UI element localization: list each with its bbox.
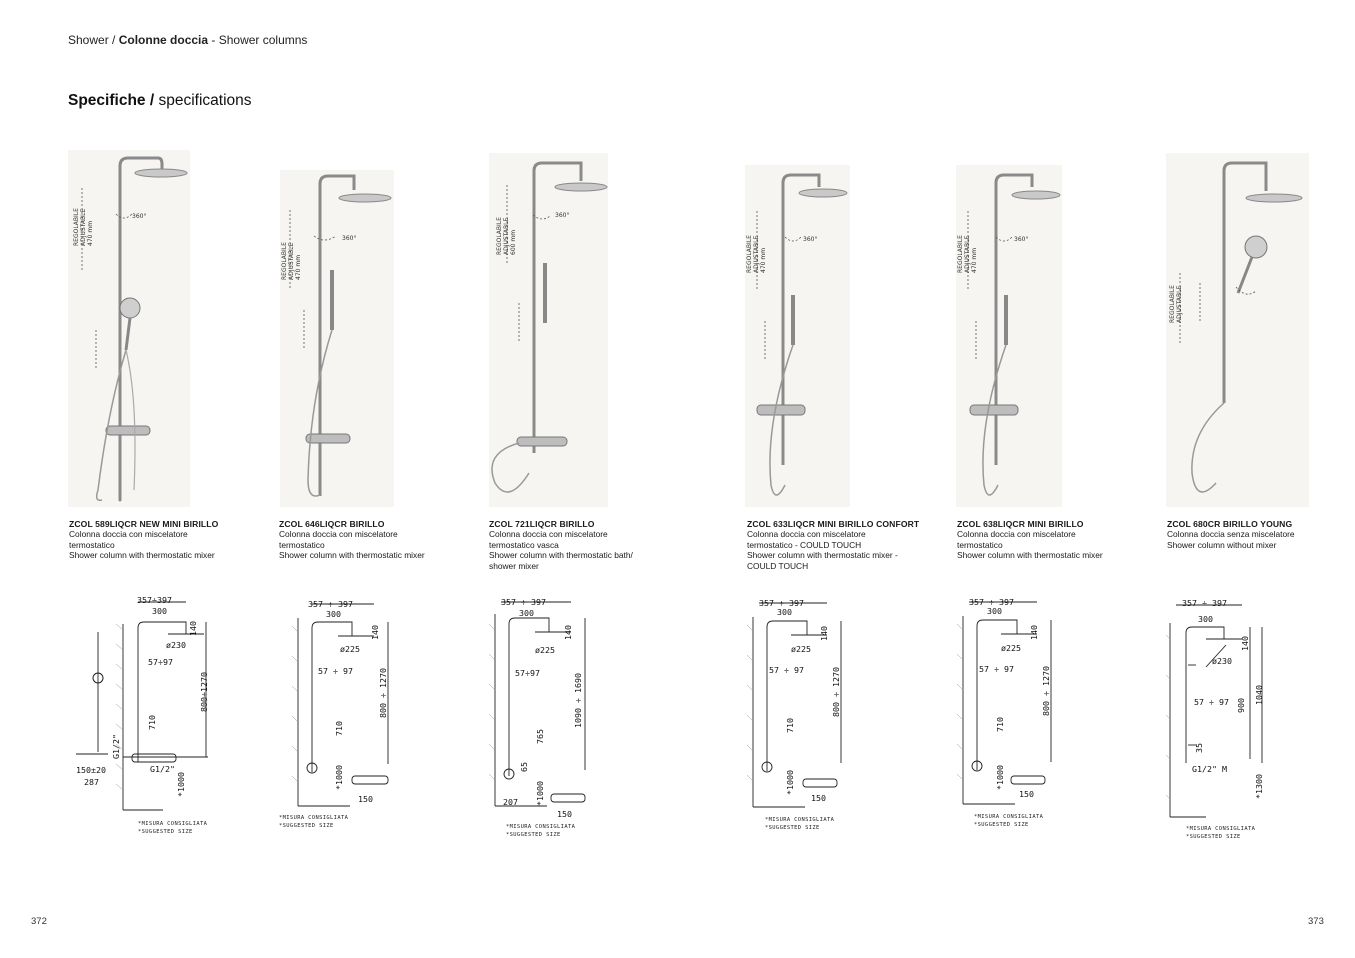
svg-text:57 ÷ 97: 57 ÷ 97 bbox=[1194, 697, 1229, 707]
product-code: ZCOL 680CR BIRILLO YOUNG bbox=[1167, 519, 1293, 529]
svg-text:710: 710 bbox=[147, 715, 157, 730]
technical-drawing bbox=[1166, 595, 1296, 830]
product-info: ZCOL 721LIQCR BIRILLO Colonna doccia con miscelatore termostatico vasca Shower column with thermostatic bath/ shower mixer bbox=[489, 519, 679, 571]
svg-text:140: 140 bbox=[1240, 636, 1250, 651]
product-code: ZCOL 721LIQCR BIRILLO bbox=[489, 519, 595, 529]
svg-text:ø225: ø225 bbox=[791, 644, 811, 654]
product-photo bbox=[68, 150, 190, 507]
svg-text:360°: 360° bbox=[342, 235, 357, 242]
svg-text:1040: 1040 bbox=[1254, 685, 1264, 705]
svg-text:470 mm: 470 mm bbox=[87, 220, 94, 246]
svg-text:ø225: ø225 bbox=[1001, 643, 1021, 653]
svg-text:470 mm: 470 mm bbox=[971, 247, 978, 273]
svg-text:1090 ÷ 1690: 1090 ÷ 1690 bbox=[573, 673, 583, 728]
product-info: ZCOL 646LIQCR BIRILLO Colonna doccia con miscelatore termostatico Shower column with thermostatic mixer bbox=[279, 519, 469, 561]
svg-text:ADJUSTABLE: ADJUSTABLE bbox=[753, 235, 760, 273]
svg-text:360°: 360° bbox=[803, 236, 818, 243]
product-info: ZCOL 589LIQCR NEW MINI BIRILLO Colonna doccia con miscelatore termostatico Shower column with thermostatic mixer bbox=[69, 519, 259, 561]
svg-text:REGOLABILE: REGOLABILE bbox=[957, 235, 964, 273]
rotation-label: 360° bbox=[132, 213, 147, 220]
svg-text:140: 140 bbox=[370, 625, 380, 640]
svg-text:ADJUSTABLE: ADJUSTABLE bbox=[1176, 285, 1183, 323]
svg-text:G1/2": G1/2" bbox=[111, 734, 121, 759]
technical-drawing bbox=[487, 594, 617, 829]
adjustable-label: REGOLABILE bbox=[73, 208, 80, 246]
suggested-size-note: *MISURA CONSIGLIATA *SUGGESTED SIZE bbox=[506, 824, 576, 838]
svg-text:470 mm: 470 mm bbox=[295, 254, 302, 280]
svg-text:ø225: ø225 bbox=[535, 645, 555, 655]
svg-text:*1000: *1000 bbox=[995, 765, 1005, 790]
product-photo bbox=[1166, 153, 1309, 507]
product-code: ZCOL 638LIQCR MINI BIRILLO bbox=[957, 519, 1084, 529]
svg-text:35: 35 bbox=[1194, 743, 1204, 753]
svg-text:57 ÷ 97: 57 ÷ 97 bbox=[769, 665, 804, 675]
svg-text:765: 765 bbox=[535, 729, 545, 744]
svg-text:357 ÷ 397: 357 ÷ 397 bbox=[308, 599, 353, 609]
page-number-left: 372 bbox=[31, 916, 47, 927]
product-code: ZCOL 646LIQCR BIRILLO bbox=[279, 519, 385, 529]
svg-text:357 ÷ 397: 357 ÷ 397 bbox=[501, 597, 546, 607]
svg-text:357 ÷ 397: 357 ÷ 397 bbox=[969, 597, 1014, 607]
suggested-size-note: *MISURA CONSIGLIATA *SUGGESTED SIZE bbox=[974, 814, 1044, 828]
svg-text:800 ÷ 1270: 800 ÷ 1270 bbox=[378, 668, 388, 718]
breadcrumb: Shower / Colonne doccia - Shower columns bbox=[68, 33, 308, 47]
svg-text:140: 140 bbox=[188, 621, 198, 636]
svg-text:150: 150 bbox=[358, 794, 373, 804]
svg-text:470 mm: 470 mm bbox=[760, 247, 767, 273]
svg-text:140: 140 bbox=[563, 625, 573, 640]
svg-text:800 ÷ 1270: 800 ÷ 1270 bbox=[1041, 666, 1051, 716]
svg-text:357÷397: 357÷397 bbox=[137, 595, 172, 605]
technical-drawing bbox=[290, 596, 420, 821]
product-photo bbox=[280, 170, 394, 507]
svg-text:800÷1270: 800÷1270 bbox=[199, 672, 209, 712]
svg-text:150: 150 bbox=[811, 793, 826, 803]
svg-text:*1000: *1000 bbox=[334, 765, 344, 790]
svg-text:300: 300 bbox=[326, 609, 341, 619]
suggested-size-note: *MISURA CONSIGLIATA *SUGGESTED SIZE bbox=[279, 815, 349, 829]
svg-text:REGOLABILE: REGOLABILE bbox=[1169, 285, 1176, 323]
svg-text:ø230: ø230 bbox=[166, 640, 186, 650]
product-photo bbox=[745, 165, 850, 507]
svg-text:800 ÷ 1270: 800 ÷ 1270 bbox=[831, 667, 841, 717]
svg-text:57 ÷ 97: 57 ÷ 97 bbox=[979, 664, 1014, 674]
technical-drawing bbox=[745, 595, 875, 820]
svg-text:ø230: ø230 bbox=[1212, 656, 1232, 666]
svg-text:207: 207 bbox=[503, 797, 518, 807]
svg-text:ADJUSTABLE: ADJUSTABLE bbox=[503, 217, 510, 255]
svg-text:*1000: *1000 bbox=[176, 772, 186, 797]
svg-text:300: 300 bbox=[1198, 614, 1213, 624]
svg-text:140: 140 bbox=[1029, 625, 1039, 640]
svg-text:REGOLABILE: REGOLABILE bbox=[746, 235, 753, 273]
svg-text:900: 900 bbox=[1236, 698, 1246, 713]
svg-text:REGOLABILE: REGOLABILE bbox=[496, 217, 503, 255]
breadcrumb-current: Colonne doccia bbox=[118, 33, 209, 47]
svg-text:300: 300 bbox=[519, 608, 534, 618]
svg-text:360°: 360° bbox=[555, 212, 570, 219]
svg-text:ø225: ø225 bbox=[340, 644, 360, 654]
product-code: ZCOL 589LIQCR NEW MINI BIRILLO bbox=[69, 519, 219, 529]
suggested-size-note: *MISURA CONSIGLIATA *SUGGESTED SIZE bbox=[138, 821, 208, 835]
svg-text:360°: 360° bbox=[1014, 236, 1029, 243]
svg-text:57 ÷ 97: 57 ÷ 97 bbox=[318, 666, 353, 676]
svg-text:57÷97: 57÷97 bbox=[148, 657, 173, 667]
suggested-size-note: *MISURA CONSIGLIATA *SUGGESTED SIZE bbox=[1186, 826, 1256, 840]
svg-text:300: 300 bbox=[152, 606, 167, 616]
svg-text:140: 140 bbox=[819, 626, 829, 641]
product-info: ZCOL 633LIQCR MINI BIRILLO CONFORT Colonna doccia con miscelatore termostatico - COULD TOUCH Shower column with thermostatic mixer - COULD TOUCH bbox=[747, 519, 937, 571]
svg-text:65: 65 bbox=[519, 762, 529, 772]
svg-text:300: 300 bbox=[777, 607, 792, 617]
svg-text:287: 287 bbox=[84, 777, 99, 787]
svg-text:*1000: *1000 bbox=[535, 781, 545, 806]
svg-text:*1300: *1300 bbox=[1254, 774, 1264, 799]
svg-text:G1/2": G1/2" bbox=[150, 764, 175, 774]
page-number-right: 373 bbox=[1308, 916, 1324, 927]
technical-drawing bbox=[955, 594, 1085, 819]
svg-text:G1/2" M: G1/2" M bbox=[1192, 764, 1227, 774]
product-photo bbox=[489, 153, 608, 507]
product-code: ZCOL 633LIQCR MINI BIRILLO CONFORT bbox=[747, 519, 920, 529]
svg-text:150: 150 bbox=[557, 809, 572, 819]
svg-text:600 mm: 600 mm bbox=[510, 229, 517, 255]
svg-text:357 ÷ 397: 357 ÷ 397 bbox=[1182, 598, 1227, 608]
svg-text:*1000: *1000 bbox=[785, 770, 795, 795]
suggested-size-note: *MISURA CONSIGLIATA *SUGGESTED SIZE bbox=[765, 817, 835, 831]
technical-drawing bbox=[68, 592, 228, 827]
page-title: Specifiche / specifications bbox=[68, 92, 252, 109]
product-info: ZCOL 680CR BIRILLO YOUNG Colonna doccia senza miscelatore Shower column without mixer bbox=[1167, 519, 1352, 550]
svg-text:357 ÷ 397: 357 ÷ 397 bbox=[759, 598, 804, 608]
svg-text:ADJUSTABLE: ADJUSTABLE bbox=[288, 242, 295, 280]
product-info: ZCOL 638LIQCR MINI BIRILLO Colonna doccia con miscelatore termostatico Shower column with thermostatic mixer bbox=[957, 519, 1147, 561]
svg-text:710: 710 bbox=[334, 721, 344, 736]
svg-text:150±20: 150±20 bbox=[76, 765, 106, 775]
svg-text:710: 710 bbox=[995, 717, 1005, 732]
svg-text:57÷97: 57÷97 bbox=[515, 668, 540, 678]
svg-text:REGOLABILE: REGOLABILE bbox=[281, 242, 288, 280]
product-photo bbox=[956, 165, 1062, 507]
svg-text:710: 710 bbox=[785, 718, 795, 733]
svg-text:ADJUSTABLE: ADJUSTABLE bbox=[964, 235, 971, 273]
svg-text:ADJUSTABLE: ADJUSTABLE bbox=[80, 208, 87, 246]
svg-text:300: 300 bbox=[987, 606, 1002, 616]
svg-text:150: 150 bbox=[1019, 789, 1034, 799]
